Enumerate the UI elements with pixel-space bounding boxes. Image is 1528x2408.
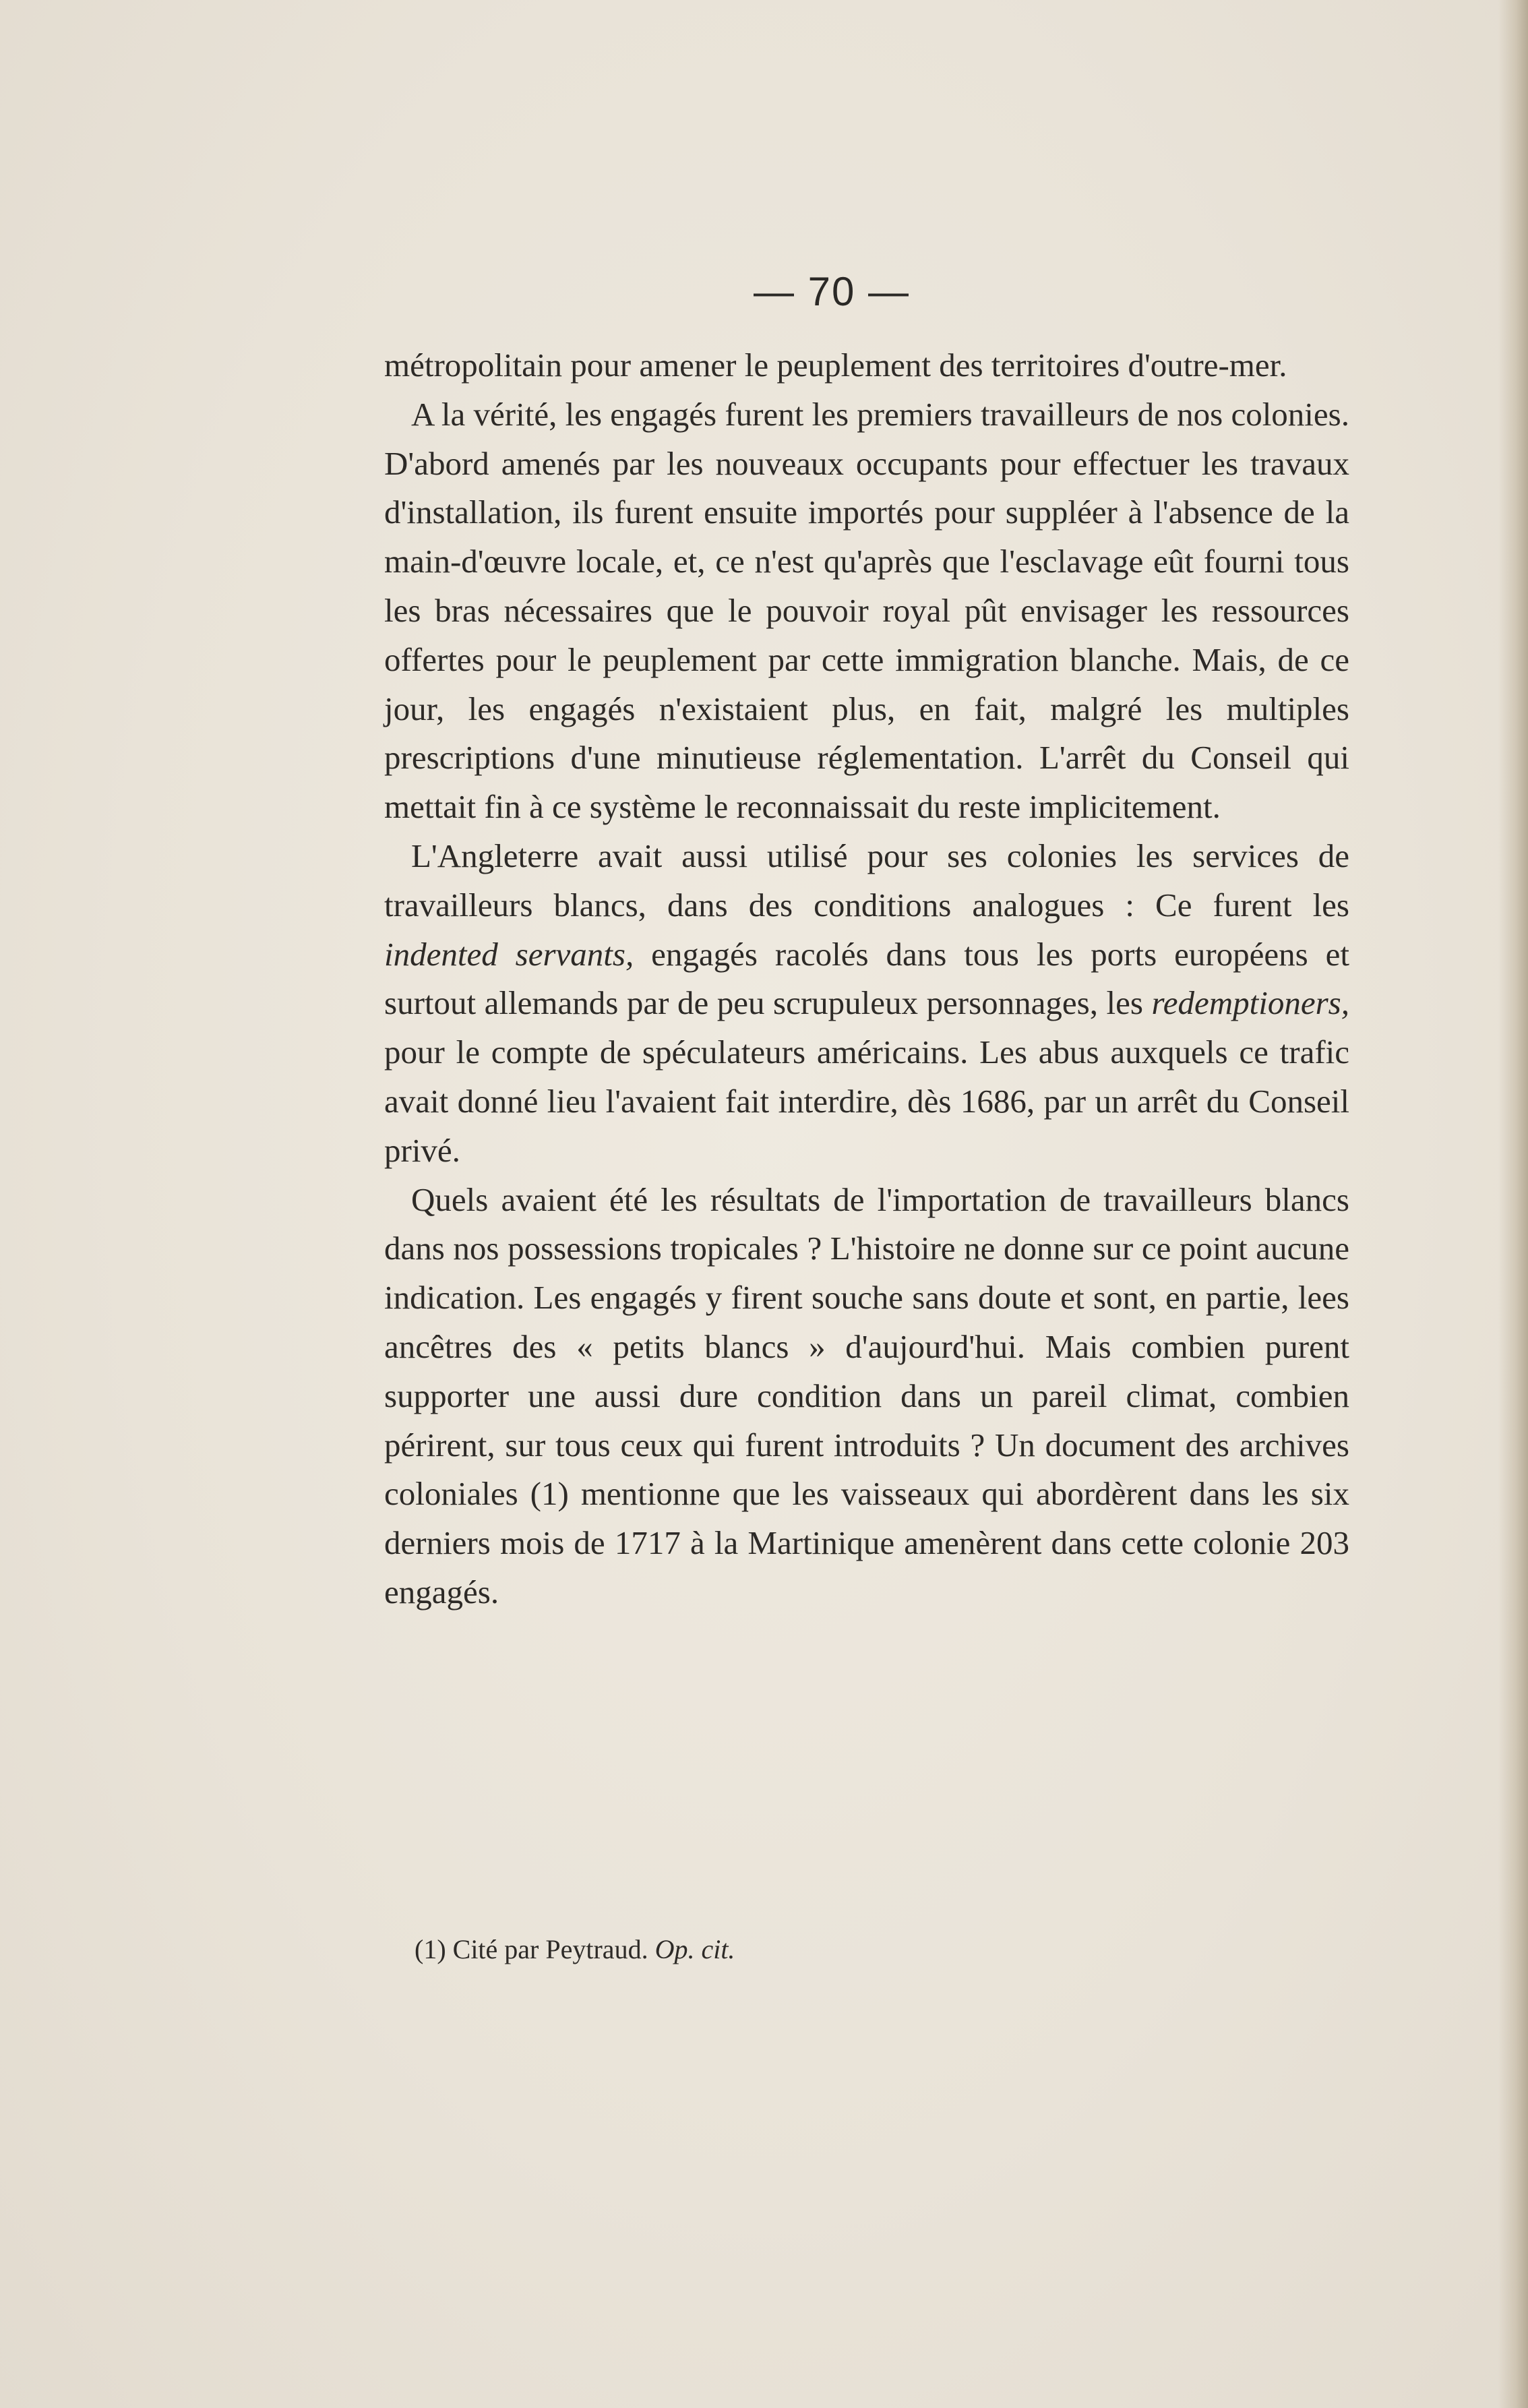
term-redemptioners: redemptioners,	[1151, 984, 1349, 1022]
paragraph-4: Quels avaient été les résultats de l'importation de travailleurs blancs dans nos possessions tropicales ? L'histoire ne donne sur ce point aucune indication. Les engagés y firent souche sans doute et sont, en partie, lees ancêtres des « petits blancs » d'aujourd'hui. Mais combien purent supporter une aussi dure condition dans un pareil climat, combien périrent, sur tous ceux qui furent introduits ? Un document des archives coloniales (1) mentionne que les vaisseaux qui abordèrent dans les six derniers mois de 1717 à la Martinique amenèrent dans cette colonie 203 engagés.	[384, 1180, 1349, 1611]
paragraph-3-part-3: pour le compte de spéculateurs américains. Les abus auxquels ce trafic avait donné lieu l'avaient fait interdire, dès 1686, par un arrêt du Conseil privé.	[384, 1033, 1349, 1169]
footnote-text: (1) Cité par Peytraud.	[415, 1934, 655, 1964]
page-number: — 70 —	[753, 269, 911, 314]
footnote-italic: Op. cit.	[654, 1934, 735, 1964]
page-edge-shadow	[1498, 0, 1528, 2408]
footnote	[415, 1931, 1291, 1968]
term-indented-servants: indented servants,	[384, 935, 634, 973]
paragraph-1: métropolitain pour amener le peuplement des territoires d'outre-mer.	[384, 347, 1287, 384]
body-text	[384, 341, 1349, 1617]
paragraph-3-part-2: engagés racolés dans tous les ports européens et surtout allemands par de peu scrupuleux personnages, les	[384, 935, 1349, 1022]
paragraph-3-part-1: L'Angleterre avait aussi utilisé pour ses colonies les services de travailleurs blancs, dans des conditions analogues : Ce furent les	[384, 837, 1349, 924]
paragraph-2: A la vérité, les engagés furent les premiers travailleurs de nos colonies. D'abord amenés par les nouveaux occupants pour effectuer les travaux d'installation, ils furent ensuite importés pour suppléer à l'absence de la main-d'œuvre locale, et, ce n'est qu'après que l'esclavage eût fourni tous les bras nécessaires que le pouvoir royal pût envisager les ressources offertes pour le peuplement par cette immigration blanche. Mais, de ce jour, les engagés n'existaient plus, en fait, malgré les multiples prescriptions d'une minutieuse réglementation. L'arrêt du Conseil qui mettait fin à ce système le reconnaissait du reste implicitement.	[384, 395, 1349, 826]
paragraph-3	[384, 832, 1349, 1176]
